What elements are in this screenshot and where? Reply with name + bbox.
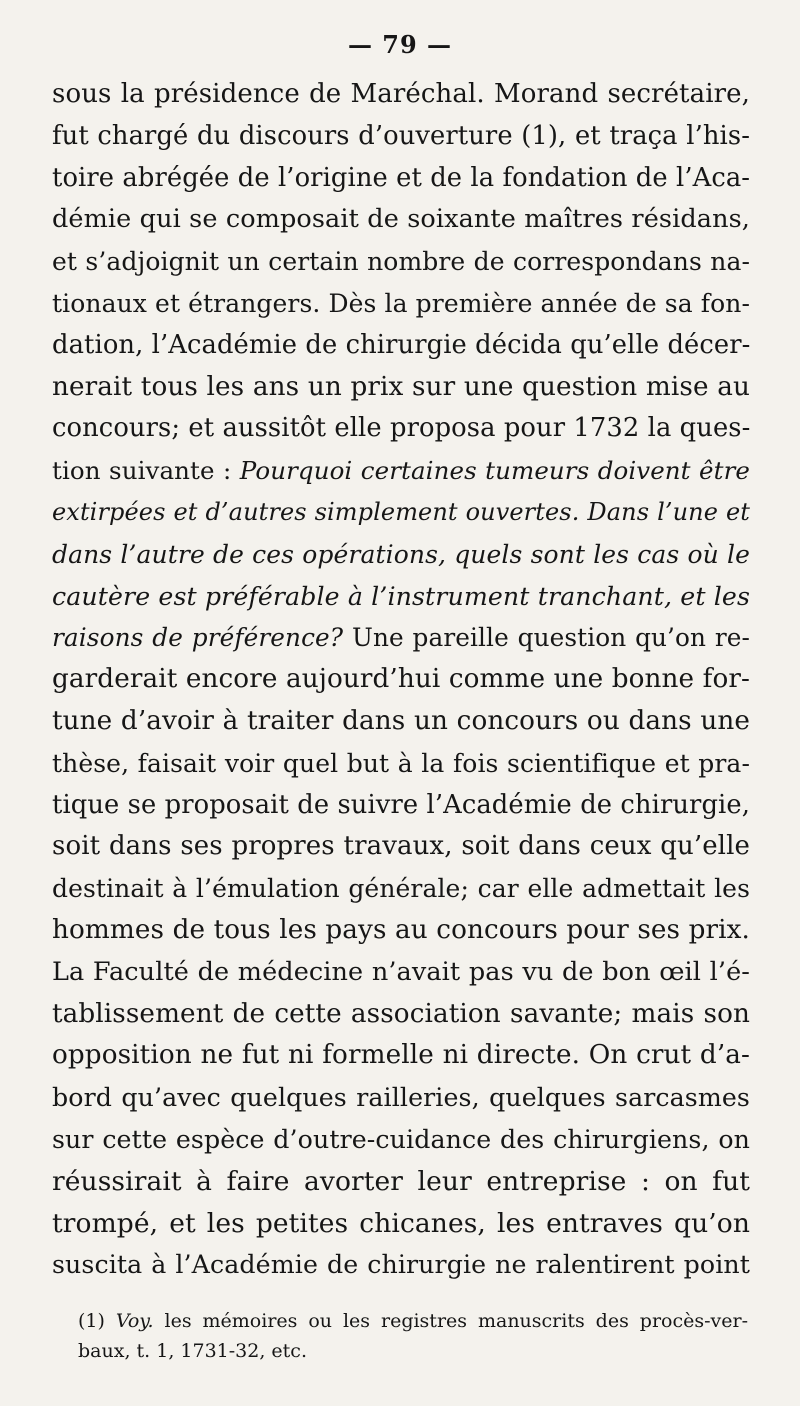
text-line: [52, 701, 750, 743]
footnote: [78, 1306, 748, 1366]
text-line: [52, 994, 750, 1036]
text-run: concours; et aussitôt elle proposa pour 1732 la ques-: [52, 413, 751, 444]
footnote-run-italic: Voy.: [115, 1310, 154, 1332]
text-run: soit dans ses propres travaux, soit dans ceux qu’elle: [52, 831, 750, 862]
text-run: et s’adjoignit un certain nombre de correspondans na-: [52, 247, 750, 277]
text-run: opposition ne fut ni formelle ni directe. On crut d’a-: [52, 1040, 750, 1071]
text-run: fut chargé du discours d’ouverture (1), et traça l’his-: [52, 120, 750, 151]
text-run: garderait encore aujourd’hui comme une bonne for-: [52, 664, 750, 695]
text-line: [52, 826, 750, 868]
text-run: suscita à l’Académie de chirurgie ne ralentirent point: [52, 1250, 750, 1280]
text-line: [52, 743, 750, 785]
text-line: [52, 241, 750, 283]
main-text: [52, 74, 750, 1286]
text-line: [52, 952, 750, 994]
text-line: [52, 408, 750, 450]
text-run: bord qu’avec quelques railleries, quelques sarcasmes: [52, 1083, 750, 1113]
text-run-italic: dans l’autre de ces opérations, quels sont les cas où le: [52, 539, 750, 569]
text-line: [52, 1161, 750, 1203]
text-run-italic: Pourquoi certaines tumeurs doivent être: [239, 456, 750, 486]
text-run-italic: raisons de préférence?: [52, 623, 344, 653]
text-run: Une pareille question qu’on re-: [343, 623, 751, 653]
footnote-line: [78, 1306, 748, 1336]
text-run-italic: extirpées et d’autres simplement ouvertes. Dans l’une et: [52, 497, 750, 526]
text-run: tion suivante :: [52, 456, 240, 486]
text-line: [52, 158, 750, 200]
text-run: tionaux et étrangers. Dès la première année de sa fon-: [52, 288, 751, 318]
text-run: tablissement de cette association savante; mais son: [52, 998, 750, 1029]
footnote-run: les mémoires ou les registres manuscrits des procès-ver-: [153, 1310, 749, 1332]
text-line: [52, 74, 750, 116]
text-run: hommes de tous les pays au concours pour ses prix.: [52, 914, 750, 945]
text-line: [52, 1244, 750, 1286]
footnote-run: (1): [78, 1310, 116, 1332]
text-line: [52, 1077, 750, 1119]
text-line: [52, 492, 750, 534]
text-run: thèse, faisait voir quel but à la fois scientifique et pra-: [52, 748, 750, 778]
page-number: — 79 —: [347, 30, 453, 59]
text-run: tique se proposait de suivre l’Académie de chirurgie,: [52, 789, 750, 820]
text-line: [52, 1035, 750, 1077]
text-line: [52, 576, 750, 618]
text-run: destinait à l’émulation générale; car elle admettait les: [52, 874, 750, 904]
text-line: [52, 1119, 750, 1161]
text-line: [52, 785, 750, 827]
text-line: [52, 534, 750, 576]
text-run: dation, l’Académie de chirurgie décida qu’elle décer-: [52, 329, 751, 360]
text-line: [52, 868, 750, 910]
text-line: [52, 910, 750, 952]
text-run: La Faculté de médecine n’avait pas vu de bon œil l’é-: [52, 956, 750, 987]
text-run: sous la présidence de Maréchal. Morand secrétaire,: [52, 79, 750, 109]
text-run: toire abrégée de l’origine et de la fondation de l’Aca-: [52, 162, 751, 193]
text-line: [52, 283, 750, 325]
footnote-line: [78, 1336, 748, 1366]
text-run: trompé, et les petites chicanes, les entraves qu’on: [52, 1207, 750, 1239]
text-run: nerait tous les ans un prix sur une question mise au: [52, 371, 750, 402]
text-run-italic: cautère est préférable à l’instrument tranchant, et les: [52, 581, 750, 611]
footnote-run: baux, t. 1, 1731-32, etc.: [78, 1340, 307, 1362]
text-line: [52, 1203, 750, 1245]
text-line: [52, 116, 750, 158]
text-run: sur cette espèce d’outre-cuidance des chirurgiens, on: [52, 1124, 750, 1154]
text-line: [52, 450, 750, 492]
text-line: [52, 199, 750, 241]
text-line: [52, 659, 750, 701]
text-line: [52, 617, 750, 659]
text-line: [52, 367, 750, 409]
text-line: [52, 325, 750, 367]
text-run: réussirait à faire avorter leur entreprise : on fut: [52, 1165, 750, 1197]
text-run: démie qui se composait de soixante maîtres résidans,: [52, 204, 750, 235]
text-run: tune d’avoir à traiter dans un concours ou dans une: [52, 705, 750, 736]
